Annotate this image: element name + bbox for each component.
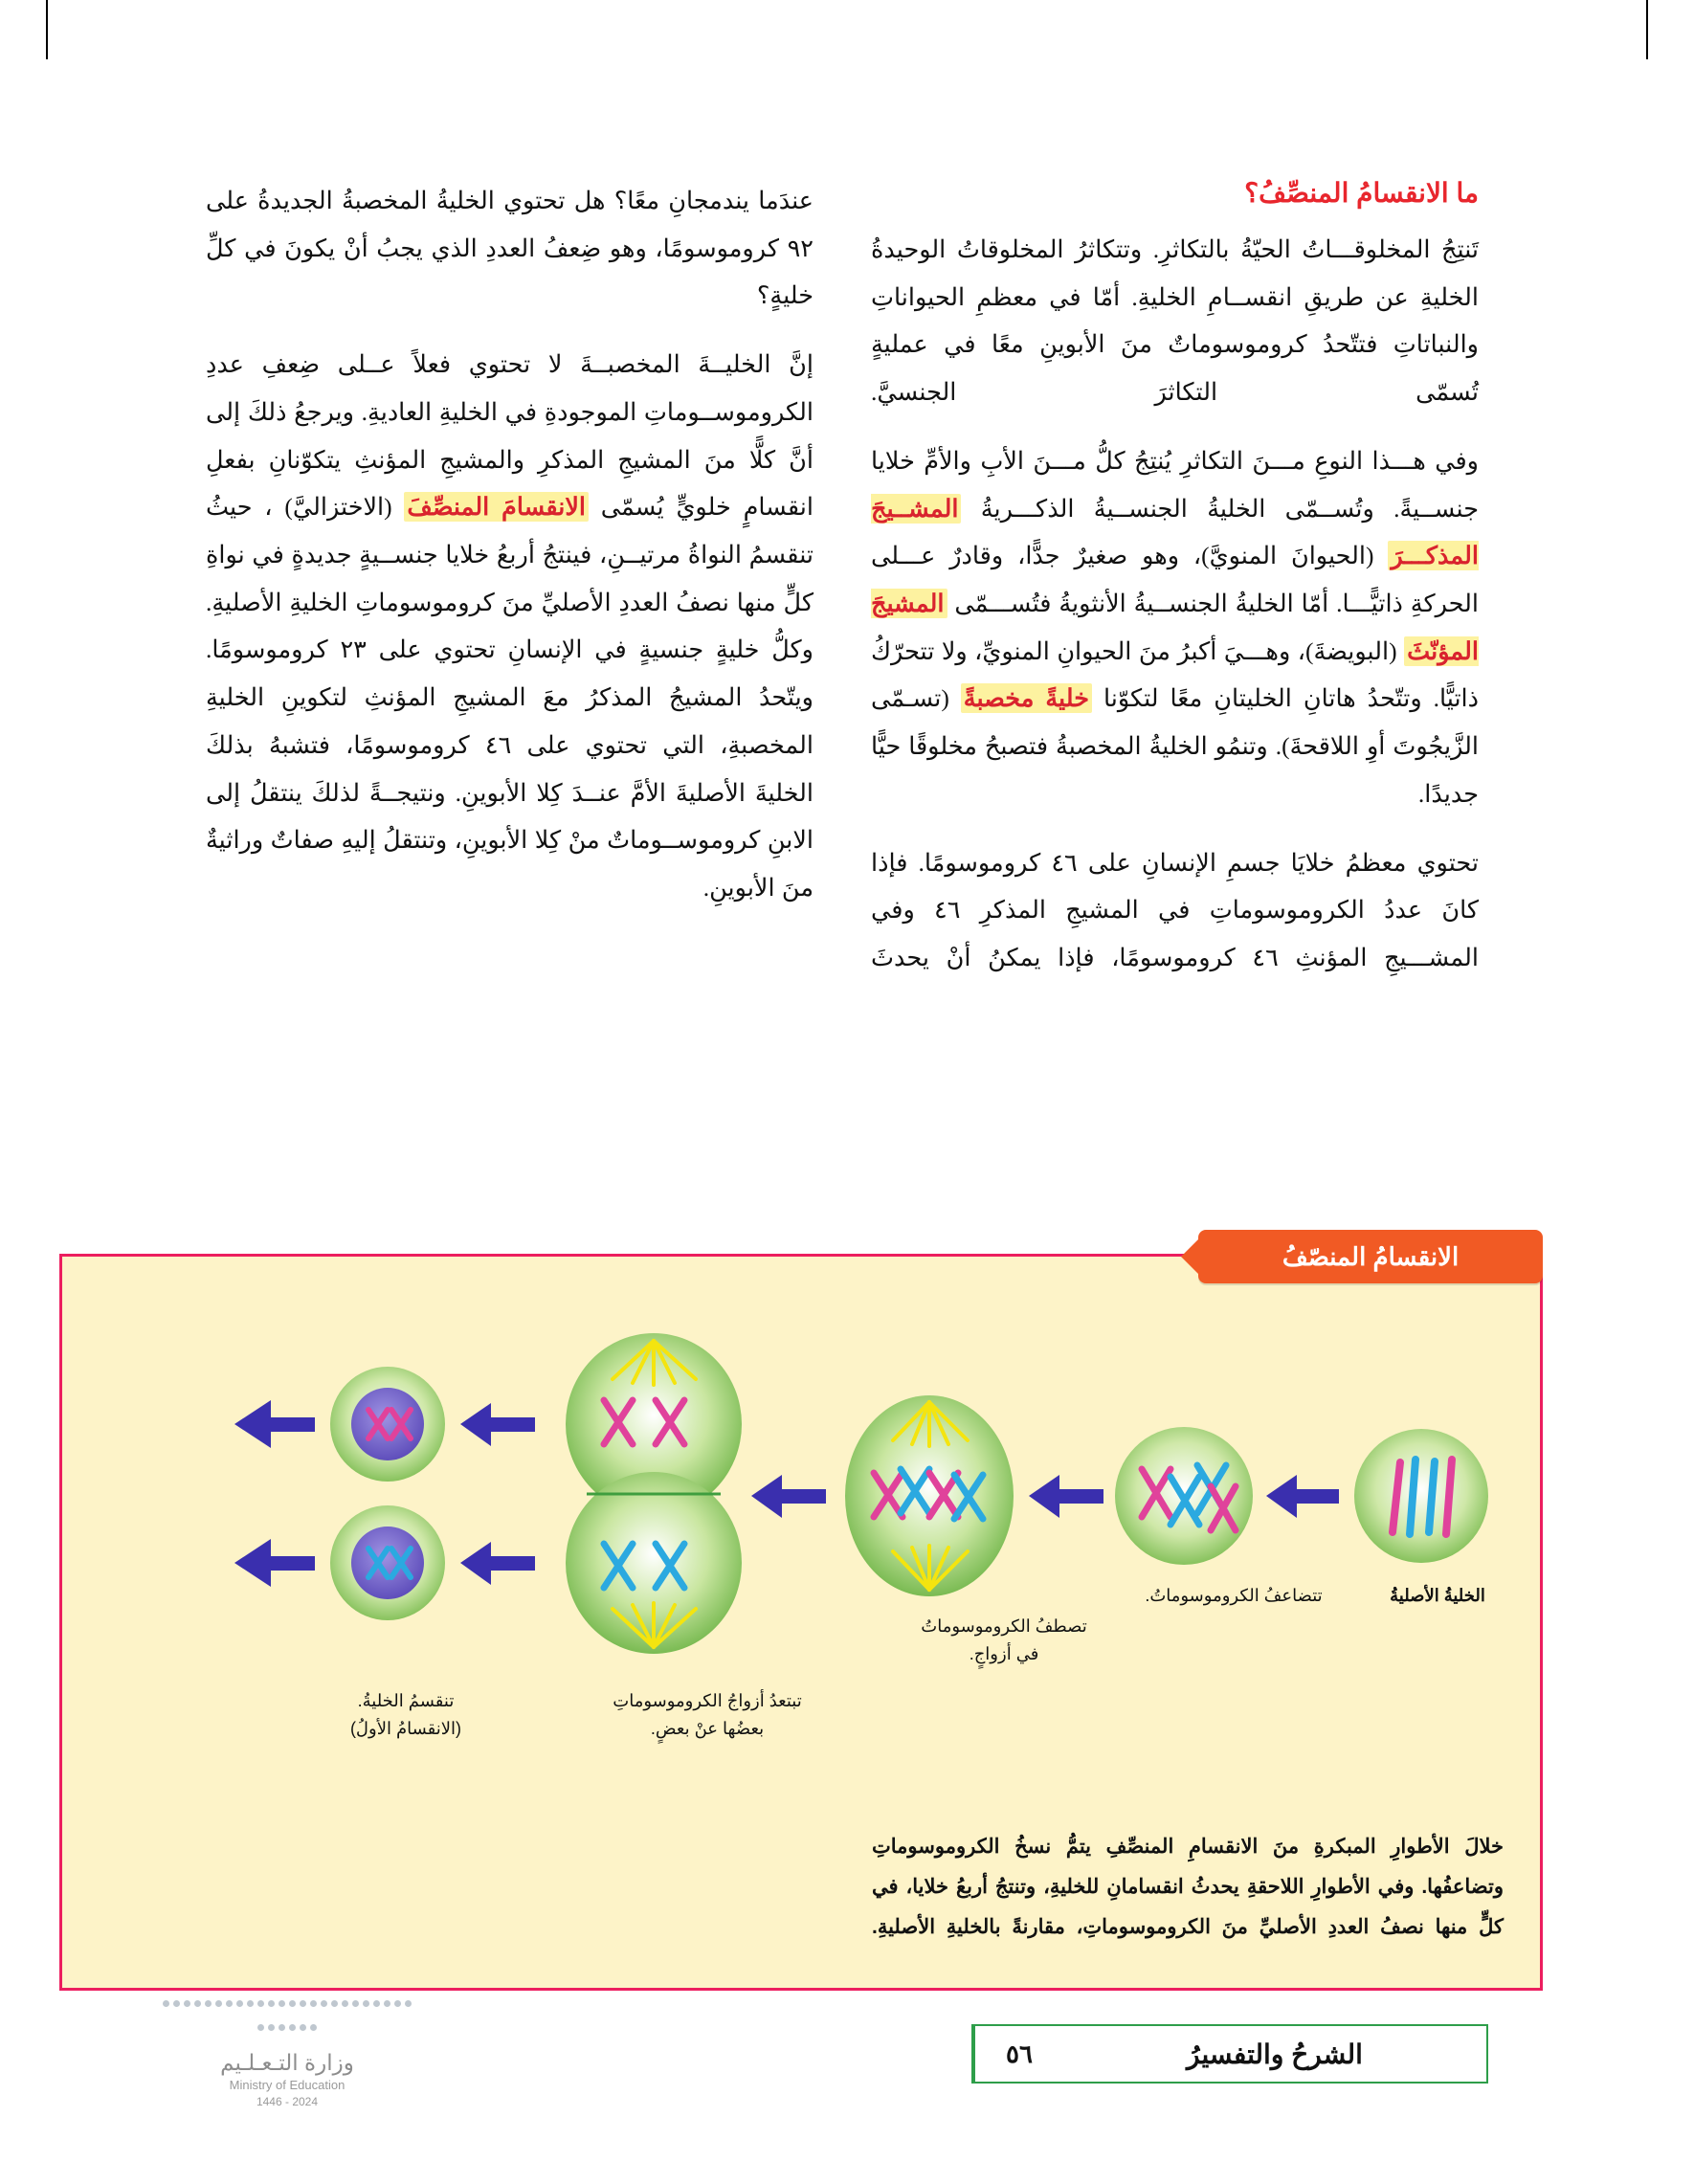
stage-duplication <box>1115 1427 1253 1565</box>
ministry-name-en: Ministry of Education <box>229 2078 345 2092</box>
figure-title-banner: الانقسامُ المنصّفُ <box>1198 1230 1543 1283</box>
arrow-4-top <box>460 1403 535 1446</box>
crop-mark-top-right <box>1646 0 1648 59</box>
ministry-logo <box>163 2000 412 2108</box>
paragraph: إنَّ الخليــةَ المخصبــةَ لا تحتوي فعلاً عــلى ضِعفِ عددِ الكروموســوماتِ الموجودةِ في الخليةِ العاديةِ. ويرجعُ ذلكَ إلى أنَّ كلًّا منَ المشيجِ المذكرِ والمشيجِ المؤنثِ يتكوّنانِ بفعلِ انقسامٍ خلويٍّ يُسمّى الانقسامَ المنصِّفَ (الاختزاليَّ) ، حيثُ تنقسمُ النواةُ مرتيــنِ، فينتجُ أربعُ خلايا جنســيةٍ جديدةٍ في نواةِ كلٍّ منها نصفُ العددِ الأصليِّ منَ كروموسوماتِ الخليةِ الأصليةِ. وكلُّ خليةٍ جنسيةٍ في الإنسانِ تحتوي على ٢٣ كروموسومًا. ويتّحدُ المشيجُ المذكرُ معَ المشيجِ المؤنثِ لتكوينِ الخليةِ المخصبةِ، التي تحتوي على ٤٦ كروموسومًا، فتشبهُ بذلكَ الخليةَ الأصليةَ الأمَّ عنــدَ كِلا الأبوينِ. ونتيجــةً لذلكَ ينتقلُ إلى الابنِ كروموســوماتٌ منْ كِلا الأبوينِ، وتنتقلُ إليهِ صفاتٌ وراثيةٌ منَ الأبوينِ. <box>206 350 814 903</box>
paragraph: عندَما يندمجانِ معًا؟ هل تحتوي الخليةُ المخصبةُ الجديدةُ على ٩٢ كروموسومًا، وهو ضِعفُ العددِ الذي يجبُ أنْ يكونَ في كلِّ خليةٍ؟ <box>206 187 814 310</box>
caption-duplication: تتضاعفُ الكروموسوماتُ. <box>1145 1586 1323 1605</box>
paragraph: وفي هـــذا النوعِ مـــنَ التكاثرِ يُنتِجُ كلُّ مـــنَ الأبِ والأمِّ خلايا جنســيةً. وتُســمّى الخليةُ الجنســيةُ الذكـــريةُ المشــيجَ المذكـــرَ (الحيوانَ المنويَّ)، وهو صغيرٌ جدًّا، وقادرٌ عـــلى الحركةِ ذاتيًّـــا. أمّا الخليةُ الجنســيةُ الأنثويةُ فتُســـمّى المشيجَ المؤنّثَ (البويضةَ)، وهـــيَ أكبرُ منَ الحيوانِ المنويِّ، ولا تتحرّكُ ذاتيًّا. وتتّحدُ هاتانِ الخليتانِ معًا لتكوّنا خليةً مخصبةً (تسـمّى الزَّيجُوتَ أوِ اللاقحةَ). وتنمُو الخليةُ المخصبةُ فتصبحُ مخلوقًا حيًّا جديدًا. <box>871 446 1479 808</box>
figure-description: خلالَ الأطوارِ المبكرةِ منَ الانقسامِ المنصِّفِ يتمُّ نسخُ الكروموسوماتِ وتضاعفُها. وفي الأطوارِ اللاحقةِ يحدثُ انقسامانِ للخليةِ، وتنتجُ أربعُ خلايا، في كلٍّ منها نصفُ العددِ الأصليِّ منَ الكروموسوماتِ، مقارنةً بالخليةِ الأصليةِ. <box>872 1836 1504 1938</box>
highlight-female-gamete: المشيجَ المؤنّثَ <box>871 590 1479 665</box>
caption-division-line2: (الانقسامُ الأولُ) <box>349 1718 462 1738</box>
crop-mark-top-left <box>46 0 48 59</box>
arrow-1 <box>1266 1475 1339 1518</box>
paragraph: تحتوي معظمُ خلايَا جسمِ الإنسانِ على ٤٦ كروموسومًا. فإذا كانَ عددُ الكروموسوماتِ في المشيجِ المذكرِ ٤٦ وفي المشـــيجِ المؤنثِ ٤٦ كروموسومًا، فإذا يمكنُ أنْ يحدثَ <box>871 848 1479 972</box>
page-title: ما الانقسامُ المنصِّفُ؟ <box>1244 178 1479 208</box>
footer-section-tab <box>971 2024 1488 2084</box>
figure-meiosis <box>59 1241 1543 1991</box>
caption-original-cell: الخليةُ الأصليةُ <box>1390 1586 1485 1605</box>
column-right <box>871 177 1479 1003</box>
logo-dots <box>163 2000 412 2044</box>
caption-separation-line1: تبتعدُ أزواجُ الكروموسوماتِ <box>613 1691 802 1710</box>
page-number: ٥٦ <box>973 2026 1063 2082</box>
caption-division <box>286 1687 525 1743</box>
caption-alignment-line2: في أزواجٍ. <box>969 1643 1039 1663</box>
highlight-male-gamete: المشــيجَ المذكـــرَ <box>871 494 1479 570</box>
highlight-zygote: خليةً مخصبةً <box>961 683 1092 713</box>
arrow-3 <box>751 1475 826 1518</box>
ministry-name-ar: وزارة التـعـلـيم <box>220 2050 354 2075</box>
ministry-year: 2024 - 1446 <box>256 2095 319 2108</box>
highlight-meiosis: الانقسامَ المنصِّفَ <box>404 492 589 522</box>
caption-division-line1: تنقسمُ الخليةُ. <box>357 1691 455 1710</box>
arrow-5-bottom <box>234 1539 315 1587</box>
footer-section-label: الشرحُ والتفسيرُ <box>1187 2039 1363 2069</box>
caption-separation <box>573 1687 841 1743</box>
caption-separation-line2: بعضُها عنْ بعضٍ. <box>650 1718 765 1738</box>
stage-daughter-cell-bottom <box>330 1505 445 1620</box>
stage-separation <box>566 1333 742 1654</box>
paragraph: تَنتِجُ المخلوقـــاتُ الحيّةُ بالتكاثرِ. وتتكاثرُ المخلوقاتُ الوحيدةُ الخليةِ عن طريقِ انقســامِ الخليةِ. أمّا في معظمِ الحيواناتِ والنباتاتِ فتتّحدُ كروموسوماتٌ منَ الأبوينِ معًا في عمليةٍ تُسمّى التكاثرَ الجنسيَّ. <box>871 235 1479 407</box>
column-left <box>206 177 814 1003</box>
text-columns <box>206 177 1479 1003</box>
arrow-5-top <box>234 1400 315 1448</box>
stage-daughter-cell-top <box>330 1367 445 1482</box>
stage-alignment <box>845 1395 1014 1596</box>
arrow-4-bottom <box>460 1542 535 1585</box>
stage-original-cell <box>1354 1429 1488 1563</box>
caption-alignment-line1: تصطفُ الكروموسوماتُ <box>921 1616 1087 1636</box>
caption-alignment <box>899 1613 1109 1668</box>
arrow-2 <box>1029 1475 1103 1518</box>
